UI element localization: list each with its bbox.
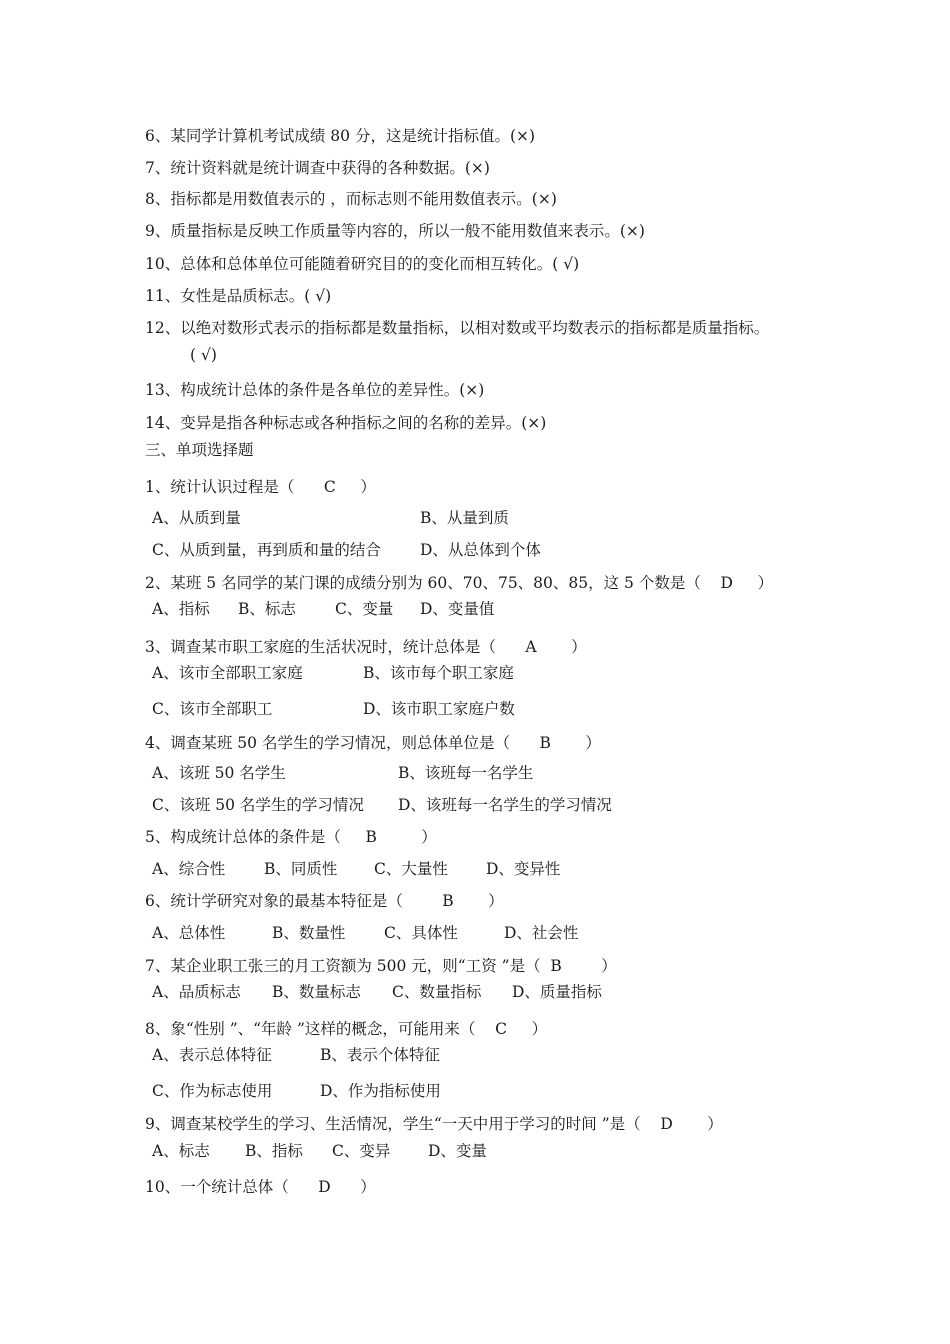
judgement-item-10: 10、总体和总体单位可能随着研究目的的变化而相互转化。( √)	[145, 255, 580, 273]
question-stem: 4、调查某班 50 名学生的学习情况，则总体单位是（ B ）	[145, 734, 601, 752]
option-d: D、社会性	[504, 924, 579, 942]
judgement-item-12-answer: ( √)	[190, 346, 217, 364]
option-a: A、从质到量	[152, 509, 241, 527]
option-a: A、指标	[152, 600, 210, 618]
option-b: B、数量性	[272, 924, 346, 942]
option-c: C、数量指标	[392, 983, 482, 1001]
option-a: A、总体性	[152, 924, 226, 942]
option-a: A、综合性	[152, 860, 226, 878]
option-b: B、该市每个职工家庭	[363, 664, 514, 682]
judgement-item-12: 12、以绝对数形式表示的指标都是数量指标，以相对数或平均数表示的指标都是质量指标。	[145, 319, 770, 337]
judgement-item-8: 8、指标都是用数值表示的 ，而标志则不能用数值表示。(×)	[145, 190, 557, 208]
option-c: C、作为标志使用	[152, 1082, 273, 1100]
option-a: A、表示总体特征	[152, 1046, 272, 1064]
option-b: B、从量到质	[420, 509, 509, 527]
option-b: B、同质性	[264, 860, 338, 878]
option-d: D、作为指标使用	[320, 1082, 441, 1100]
question-stem: 8、象“性别 ”、“年龄 ”这样的概念，可能用来（ C ）	[145, 1020, 548, 1038]
judgement-item-13: 13、构成统计总体的条件是各单位的差异性。(×)	[145, 381, 485, 399]
option-d: D、从总体到个体	[420, 541, 541, 559]
option-b: B、数量标志	[272, 983, 361, 1001]
option-c: C、该班 50 名学生的学习情况	[152, 796, 364, 814]
question-stem: 6、统计学研究对象的最基本特征是（ B ）	[145, 892, 504, 910]
option-a: A、品质标志	[152, 983, 241, 1001]
option-d: D、变量值	[420, 600, 495, 618]
option-a: A、该班 50 名学生	[152, 764, 286, 782]
question-stem: 1、统计认识过程是（ C ）	[145, 478, 376, 496]
judgement-item-7: 7、统计资料就是统计调查中获得的各种数据。(×)	[145, 159, 490, 177]
judgement-item-11: 11、女性是品质标志。( √)	[145, 287, 332, 305]
option-c: C、变量	[335, 600, 394, 618]
judgement-item-6: 6、某同学计算机考试成绩 80 分，这是统计指标值。(×)	[145, 127, 536, 145]
question-stem: 5、构成统计总体的条件是（ B ）	[145, 828, 437, 846]
option-d: D、该班每一名学生的学习情况	[398, 796, 612, 814]
option-c: C、该市全部职工	[152, 700, 273, 718]
option-c: C、具体性	[384, 924, 458, 942]
option-b: B、指标	[245, 1142, 303, 1160]
option-c: C、从质到量，再到质和量的结合	[152, 541, 381, 559]
judgement-item-9: 9、质量指标是反映工作质量等内容的，所以一般不能用数值来表示。(×)	[145, 222, 645, 240]
judgement-item-14: 14、变异是指各种标志或各种指标之间的名称的差异。(×)	[145, 414, 547, 432]
option-c: C、大量性	[374, 860, 448, 878]
option-d: D、变异性	[486, 860, 561, 878]
option-c: C、变异	[332, 1142, 391, 1160]
option-d: D、该市职工家庭户数	[363, 700, 515, 718]
option-b: B、表示个体特征	[320, 1046, 440, 1064]
option-d: D、变量	[428, 1142, 487, 1160]
question-stem: 3、调查某市职工家庭的生活状况时，统计总体是（ A ）	[145, 638, 587, 656]
section-title: 三、单项选择题	[145, 441, 254, 459]
option-a: A、该市全部职工家庭	[152, 664, 303, 682]
option-b: B、该班每一名学生	[398, 764, 534, 782]
option-d: D、质量指标	[512, 983, 602, 1001]
question-stem: 9、调查某校学生的学习、生活情况，学生“一天中用于学习的时间 ”是（ D ）	[145, 1115, 723, 1133]
option-a: A、标志	[152, 1142, 210, 1160]
question-stem: 10、一个统计总体（ D ）	[145, 1178, 376, 1196]
question-stem: 7、某企业职工张三的月工资额为 500 元，则“工资 ”是（ B ）	[145, 957, 617, 975]
option-b: B、标志	[238, 600, 296, 618]
question-stem: 2、某班 5 名同学的某门课的成绩分别为 60、70、75、80、85，这 5 个数是（ D ）	[145, 574, 774, 592]
